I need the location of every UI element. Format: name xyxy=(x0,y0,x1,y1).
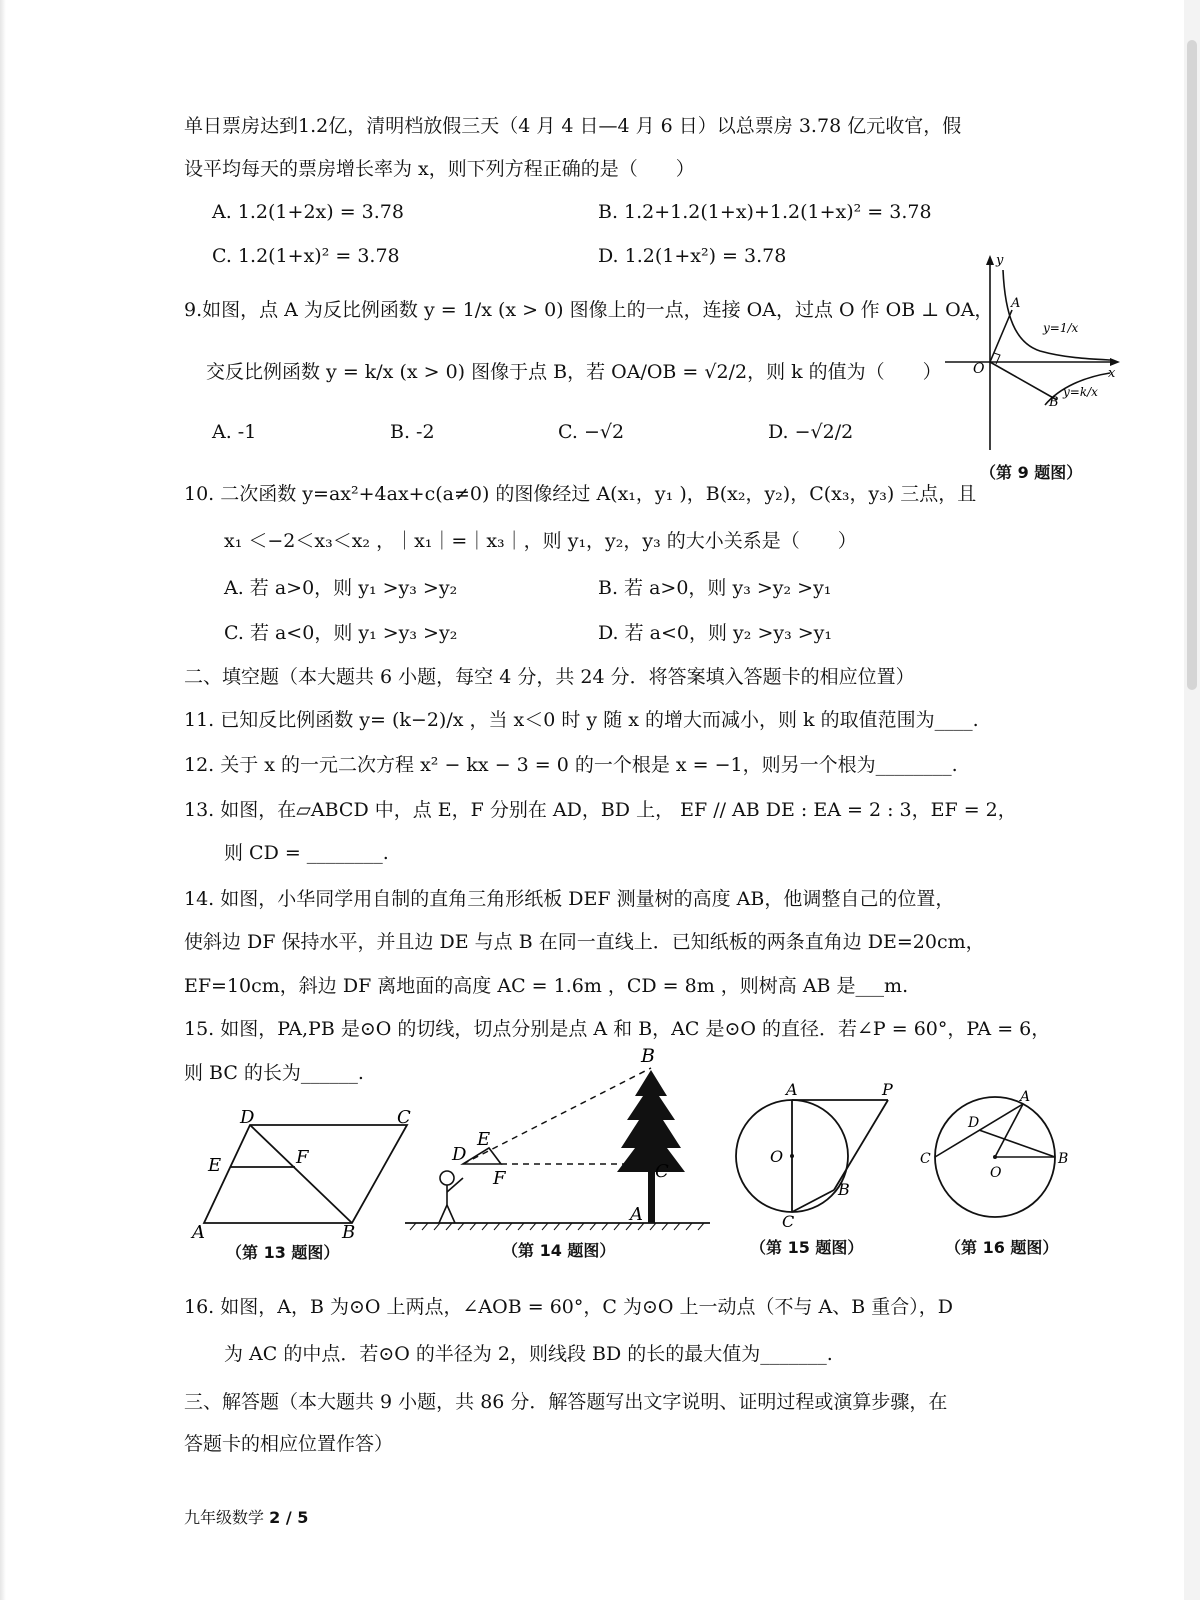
q14-line2: 使斜边 DF 保持水平，并且边 DE 与点 B 在同一直线上．已知纸板的两条直角边 DE=20cm， xyxy=(184,931,985,953)
scrollbar-track[interactable] xyxy=(1184,0,1200,1600)
q9-option-d: D. −√2/2 xyxy=(768,421,854,443)
fig13-label-a: A xyxy=(192,1222,205,1243)
q15-line2: 则 BC 的长为______. xyxy=(184,1062,364,1084)
q14-line3: EF=10cm，斜边 DF 离地面的高度 AC = 1.6m ，CD = 8m ，则树高 AB 是___m. xyxy=(184,975,909,997)
section-3-heading-line2: 答题卡的相应位置作答） xyxy=(184,1433,394,1455)
figure-16-caption: （第 16 题图） xyxy=(945,1238,1059,1257)
q11: 11. 已知反比例函数 y= (k−2)/x ，当 x＜0 时 y 随 x 的增大而减小，则 k 的取值范围为____. xyxy=(184,709,979,731)
q8-option-b: B. 1.2+1.2(1+x)+1.2(1+x)² = 3.78 xyxy=(598,201,932,223)
q9-option-a: A. -1 xyxy=(212,421,257,443)
figure-16 xyxy=(912,1085,1072,1225)
fig14-label-b: B xyxy=(641,1045,655,1067)
q9-line2: 交反比例函数 y = k/x (x > 0) 图像于点 B，若 OA/OB = √2/2，则 k 的值为（ ） xyxy=(206,361,942,383)
fig16-label-c: C xyxy=(920,1151,931,1167)
fig16-label-a: A xyxy=(1020,1089,1031,1105)
figure-14-caption: （第 14 题图） xyxy=(502,1241,616,1260)
fig16-label-d: D xyxy=(968,1115,980,1131)
page-footer xyxy=(184,1505,308,1528)
fig9-label-a: A xyxy=(1011,296,1021,311)
fig15-label-b: B xyxy=(838,1180,850,1199)
figure-13-caption: （第 13 题图） xyxy=(226,1243,340,1262)
q9-option-c: C. −√2 xyxy=(558,421,625,443)
q14-line1: 14. 如图，小华同学用自制的直角三角形纸板 DEF 测量树的高度 AB，他调整自己的位置， xyxy=(184,888,955,910)
section-3-heading-line1: 三、解答题（本大题共 9 小题，共 86 分．解答题写出文字说明、证明过程或演算步骤，在 xyxy=(184,1391,948,1413)
figure-9 xyxy=(945,255,1120,455)
fig15-label-p: P xyxy=(882,1080,893,1099)
q15-line1: 15. 如图，PA,PB 是⊙O 的切线，切点分别是点 A 和 B，AC 是⊙O 的直径．若∠P = 60°，PA = 6， xyxy=(184,1018,1051,1040)
q10-option-d: D. 若 a<0，则 y₂ >y₃ >y₁ xyxy=(598,622,833,644)
fig9-label-b: B xyxy=(1049,395,1059,410)
fig14-label-f: F xyxy=(493,1168,506,1189)
fig14-label-a: A xyxy=(630,1204,643,1225)
page-left-shadow xyxy=(0,0,6,1600)
q8-option-a: A. 1.2(1+2x) = 3.78 xyxy=(212,201,404,223)
q16-line2: 为 AC 的中点．若⊙O 的半径为 2，则线段 BD 的长的最大值为_______. xyxy=(224,1343,833,1365)
footer-subject: 九年级数学 xyxy=(184,1508,265,1527)
fig13-label-d: D xyxy=(240,1107,255,1128)
q10-option-b: B. 若 a>0，则 y₃ >y₂ >y₁ xyxy=(598,577,832,599)
figure-9-caption: （第 9 题图） xyxy=(980,463,1083,482)
q8-line2: 设平均每天的票房增长率为 x，则下列方程正确的是（ ） xyxy=(184,158,695,180)
q13-line2: 则 CD = ________. xyxy=(224,842,389,864)
fig13-label-e: E xyxy=(208,1155,222,1176)
fig13-label-c: C xyxy=(397,1107,411,1128)
fig14-label-e: E xyxy=(477,1129,491,1150)
fig9-label-y: y xyxy=(996,253,1004,268)
fig15-label-a: A xyxy=(786,1080,798,1099)
fig16-label-o: O xyxy=(990,1165,1002,1181)
fig15-label-c: C xyxy=(782,1212,795,1231)
footer-page-number: 2 / 5 xyxy=(269,1508,309,1527)
fig9-label-o: O xyxy=(973,361,985,377)
fig13-label-b: B xyxy=(342,1222,356,1243)
figure-13 xyxy=(192,1105,422,1243)
fig14-label-c: C xyxy=(655,1161,669,1182)
q10-line2: x₁ ＜−2＜x₃＜x₂ ，｜x₁｜=｜x₃｜，则 y₁，y₂，y₃ 的大小关系是（ ） xyxy=(224,530,857,552)
q8-option-c: C. 1.2(1+x)² = 3.78 xyxy=(212,245,400,267)
fig9-curve2-label: y=k/x xyxy=(1063,385,1098,399)
q9-option-b: B. -2 xyxy=(390,421,435,443)
q10-option-c: C. 若 a<0，则 y₁ >y₃ >y₂ xyxy=(224,622,458,644)
q13-line1: 13. 如图，在▱ABCD 中，点 E，F 分别在 AD，BD 上， EF // AB DE : EA = 2 : 3，EF = 2， xyxy=(184,799,1017,821)
fig15-label-o: O xyxy=(770,1147,784,1166)
fig9-label-x: x xyxy=(1108,366,1116,381)
figure-14 xyxy=(405,1045,715,1240)
q8-line1: 单日票房达到1.2亿，清明档放假三天（4 月 4 日—4 月 6 日）以总票房 3.78 亿元收官，假 xyxy=(184,115,962,137)
fig13-label-f: F xyxy=(296,1147,309,1168)
figure-15 xyxy=(730,1080,910,1230)
fig9-curve1-label: y=1/x xyxy=(1043,321,1079,335)
q16-line1: 16. 如图，A，B 为⊙O 上两点，∠AOB = 60°，C 为⊙O 上一动点（不与 A、B 重合），D xyxy=(184,1296,953,1318)
scrollbar-thumb[interactable] xyxy=(1187,40,1197,690)
section-2-heading: 二、填空题（本大题共 6 小题，每空 4 分，共 24 分．将答案填入答题卡的相应位置） xyxy=(184,666,915,688)
q9-line1: 9.如图，点 A 为反比例函数 y = 1/x (x > 0) 图像上的一点，连接 OA，过点 O 作 OB ⊥ OA， xyxy=(184,299,994,321)
fig16-label-b: B xyxy=(1058,1151,1069,1167)
fig14-label-d: D xyxy=(452,1144,467,1165)
q12: 12. 关于 x 的一元二次方程 x² − kx − 3 = 0 的一个根是 x = −1，则另一个根为________. xyxy=(184,754,958,776)
figure-15-caption: （第 15 题图） xyxy=(750,1238,864,1257)
q8-option-d: D. 1.2(1+x²) = 3.78 xyxy=(598,245,787,267)
q10-option-a: A. 若 a>0，则 y₁ >y₃ >y₂ xyxy=(224,577,458,599)
q10-line1: 10. 二次函数 y=ax²+4ax+c(a≠0) 的图像经过 A(x₁，y₁ )，B(x₂，y₂)，C(x₃，y₃) 三点，且 xyxy=(184,483,977,505)
